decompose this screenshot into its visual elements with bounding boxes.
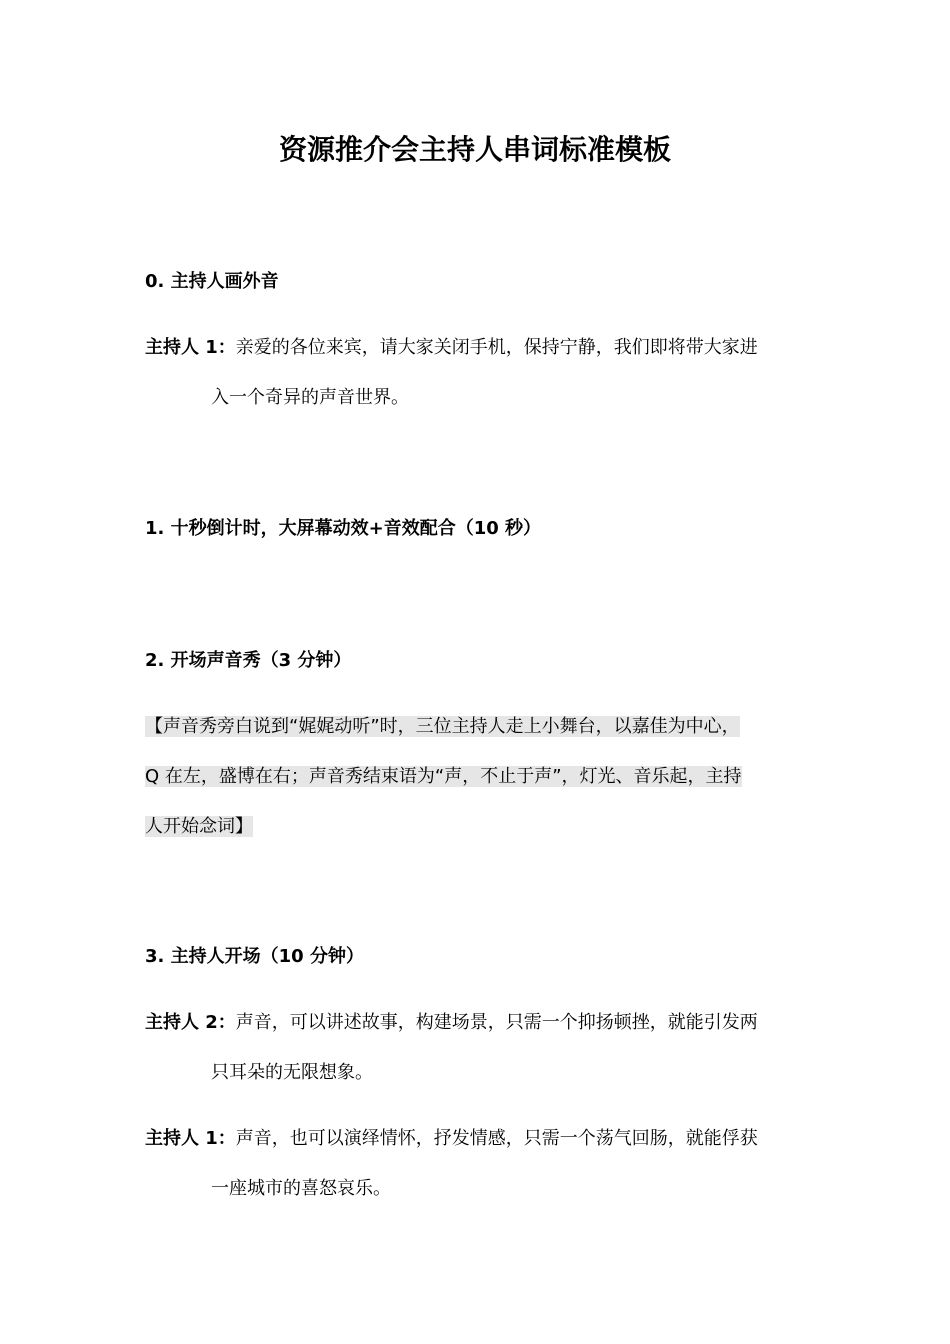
section-heading-1: 1. 十秒倒计时，大屏幕动效+音效配合（10 秒） (145, 518, 542, 539)
section-heading-0: 0. 主持人画外音 (145, 271, 279, 292)
section-heading-3: 3. 主持人开场（10 分钟） (145, 946, 364, 967)
paragraph-text: 声音，也可以演绎情怀，抒发情感，只需一个荡气回肠，就能俘获 (235, 1128, 758, 1149)
paragraph-host1-line2: 一座城市的喜怒哀乐。 (211, 1178, 391, 1199)
stage-note-line1 (145, 714, 740, 740)
document-title: 资源推介会主持人串词标准模板 (278, 133, 671, 166)
paragraph-text: 亲爱的各位来宾，请大家关闭手机，保持宁静，我们即将带大家进 (235, 337, 758, 358)
paragraph-host1-intro-line1 (145, 335, 758, 361)
stage-note-line3 (145, 814, 253, 840)
paragraph-host2-line1 (145, 1010, 758, 1036)
paragraph-host1-line1 (145, 1126, 758, 1152)
highlighted-text: 人开始念词】 (145, 816, 253, 837)
speaker-label: 主持人 2： (145, 1012, 236, 1033)
section-heading-2: 2. 开场声音秀（3 分钟） (145, 650, 352, 671)
paragraph-host2-line2: 只耳朵的无限想象。 (211, 1062, 373, 1083)
speaker-label: 主持人 1： (145, 1128, 236, 1149)
speaker-label: 主持人 1： (145, 337, 236, 358)
stage-note-line2 (145, 764, 742, 790)
paragraph-text: 声音，可以讲述故事，构建场景，只需一个抑扬顿挫，就能引发两 (235, 1012, 758, 1033)
highlighted-text: 【声音秀旁白说到“娓娓动听”时，三位主持人走上小舞台，以嘉佳为中心， (145, 716, 740, 737)
paragraph-host1-intro-line2: 入一个奇异的声音世界。 (211, 387, 409, 408)
highlighted-text: Q 在左，盛博在右；声音秀结束语为“声，不止于声”，灯光、音乐起，主持 (145, 766, 742, 787)
